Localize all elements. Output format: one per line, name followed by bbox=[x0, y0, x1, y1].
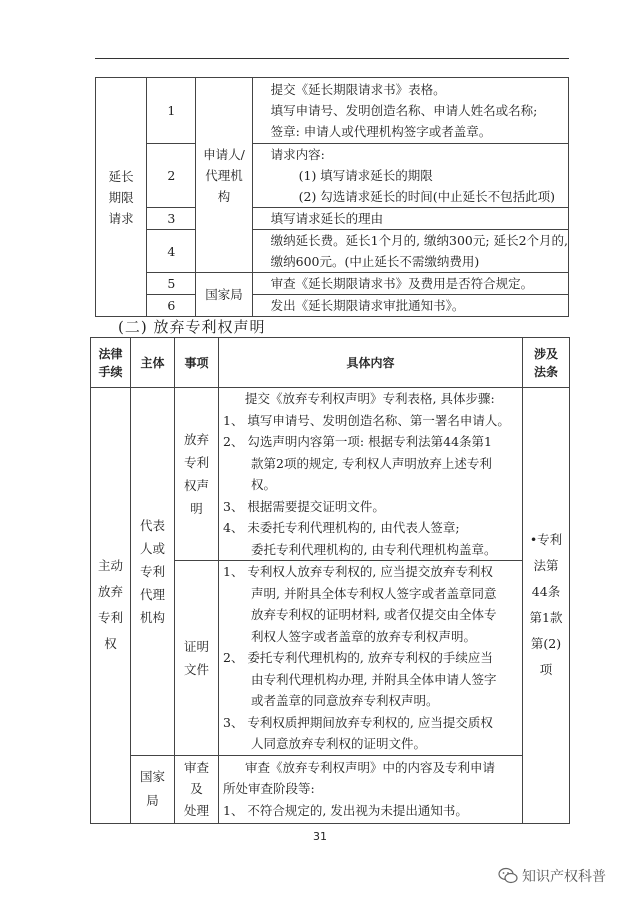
header-item: 事项 bbox=[175, 338, 219, 388]
row-number: 2 bbox=[147, 144, 196, 208]
content-proof-documents: 1、 专利权人放弃专利权的, 应当提交放弃专利权 声明, 并附具全体专利权人签字或者盖章同意 放弃专利权的证明材料, 或者仅提交由全体专 利权人签字或者盖章的放弃专利权声明。 2、 委托专利代理机构的, 放弃专利权的手续应当 由专利代理机构办理, 并附具全体申请人签字 或者盖章的同意放弃专利权声明。 3、 专利权质押期间放弃专利权的, 应当提交质权 人同意放弃专利权的证明文件。 bbox=[219, 561, 523, 756]
content-abandon-declaration: 提交《放弃专利权声明》专利表格, 具体步骤: 1、 填写申请号、发明创造名称、第一署名申请人。 2、 勾选声明内容第一项: 根据专利法第44条第1 款第2项的规定, 专利权人声明放弃上述专利 权。 3、 根据需要提交证明文件。 4、 未委托专利代理机构的, 由代表人签章; 委托专利代理机构的, 由专利代理机构盖章。 bbox=[219, 388, 523, 561]
row-number: 4 bbox=[147, 230, 196, 273]
watermark bbox=[498, 866, 606, 886]
subject-office: 国家 局 bbox=[131, 755, 175, 823]
abandon-patent-table bbox=[90, 337, 570, 824]
header-rule bbox=[95, 58, 569, 59]
content-review: 审查《放弃专利权声明》中的内容及专利申请 所处审查阶段等: 1、 不符合规定的, 发出视为未提出通知书。 bbox=[219, 755, 523, 823]
row-content: 发出《延长期限请求审批通知书》。 bbox=[252, 295, 568, 317]
row-number: 3 bbox=[147, 208, 196, 230]
header-law: 涉及 法条 bbox=[523, 338, 570, 388]
item-abandon-declaration: 放弃 专利 权声 明 bbox=[175, 388, 219, 561]
row-content: 缴纳延长费。延长1个月的, 缴纳300元; 延长2个月的, 缴纳600元。(中止延长不需缴纳费用) bbox=[252, 230, 568, 273]
row-number: 5 bbox=[147, 273, 196, 295]
item-proof-documents: 证明 文件 bbox=[175, 561, 219, 756]
page-number: 31 bbox=[313, 830, 327, 843]
row-content: 提交《延长期限请求书》表格。 填写申请号、发明创造名称、申请人姓名或名称; 签章: 申请人或代理机构签字或者盖章。 bbox=[252, 78, 568, 144]
procedure-label: 主动 放弃 专利 权 bbox=[91, 388, 131, 824]
row-content: 填写请求延长的理由 bbox=[252, 208, 568, 230]
extension-request-table bbox=[95, 77, 569, 317]
wechat-icon bbox=[498, 867, 518, 885]
group-label-extension: 延长 期限 请求 bbox=[96, 78, 147, 317]
header-procedure: 法律 手续 bbox=[91, 338, 131, 388]
item-review: 审查 及 处理 bbox=[175, 755, 219, 823]
section-heading: (二) 放弃专利权声明 bbox=[118, 318, 266, 336]
row-content: 请求内容: (1) 填写请求延长的期限 (2) 勾选请求延长的时间(中止延长不包括此项) bbox=[252, 144, 568, 208]
row-content: 审查《延长期限请求书》及费用是否符合规定。 bbox=[252, 273, 568, 295]
subject-representative: 代表 人或 专利 代理 机构 bbox=[131, 388, 175, 756]
law-reference: •专利 法第 44条 第1款 第(2) 项 bbox=[523, 388, 570, 824]
row-number: 6 bbox=[147, 295, 196, 317]
header-subject: 主体 bbox=[131, 338, 175, 388]
watermark-text: 知识产权科普 bbox=[522, 869, 606, 885]
header-content: 具体内容 bbox=[219, 338, 523, 388]
row-number: 1 bbox=[147, 78, 196, 144]
subject-office: 国家局 bbox=[196, 273, 252, 317]
subject-applicant: 申请人/ 代理机 构 bbox=[196, 78, 252, 273]
